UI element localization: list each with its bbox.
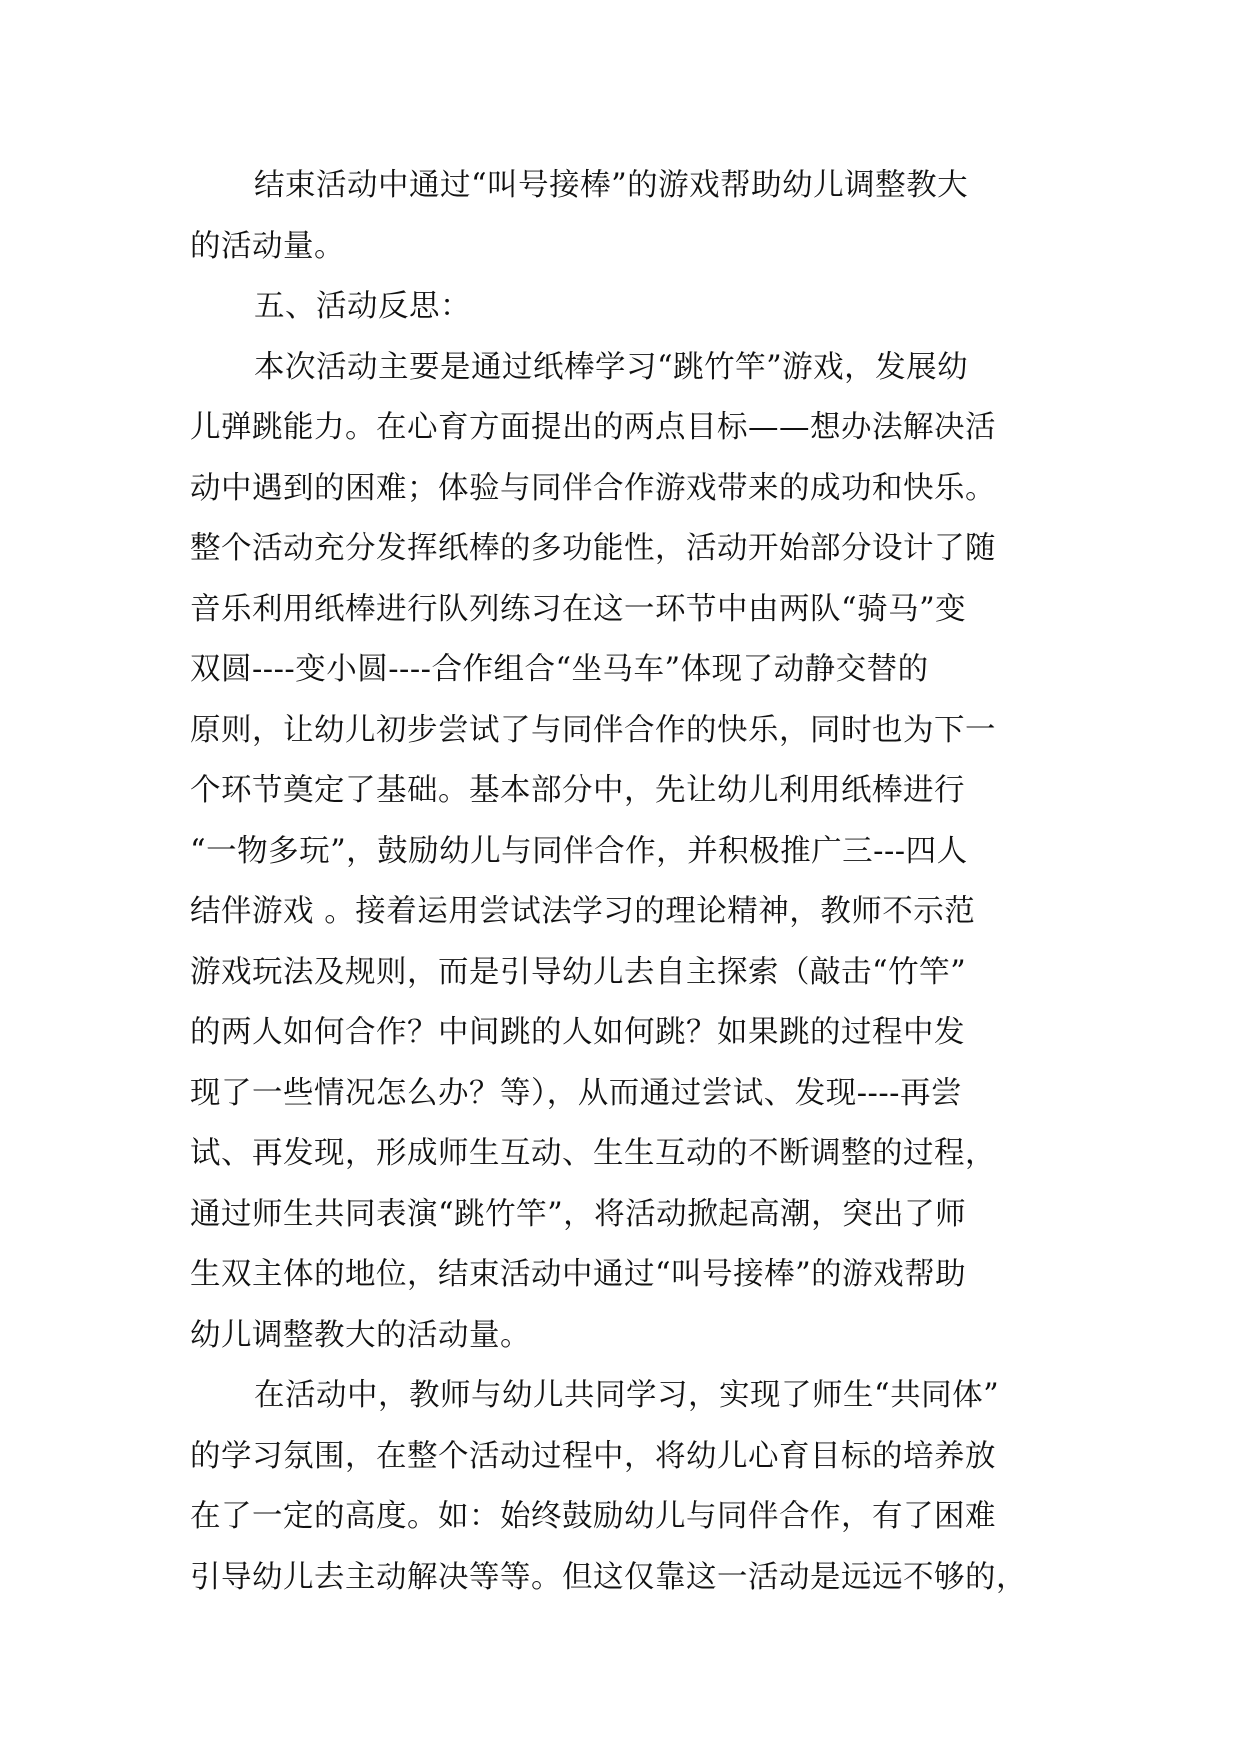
paragraph-3-line-1: 在活动中，教师与幼儿共同学习，实现了师生“共同体”: [254, 1378, 1000, 1413]
paragraph-2-line-11: 游戏玩法及规则，而是引导幼儿去自主探索（敲击“竹竿”: [190, 955, 967, 990]
paragraph-2-line-10: 结伴游戏 。接着运用尝试法学习的理论精神，教师不示范: [190, 894, 976, 929]
paragraph-2-line-15: 通过师生共同表演“跳竹竿”，将活动掀起高潮，突出了师: [190, 1197, 967, 1232]
paragraph-2-line-13: 现了一些情况怎么办？等），从而通过尝试、发现----再尝: [190, 1076, 962, 1111]
paragraph-2-line-3: 动中遇到的困难；体验与同伴合作游戏带来的成功和快乐。: [190, 471, 996, 506]
paragraph-2-line-4: 整个活动充分发挥纸棒的多功能性，活动开始部分设计了随: [190, 531, 996, 566]
paragraph-2-line-7: 原则，让幼儿初步尝试了与同伴合作的快乐，同时也为下一: [190, 713, 996, 748]
paragraph-2-line-12: 的两人如何合作？中间跳的人如何跳？如果跳的过程中发: [190, 1015, 965, 1050]
paragraph-2-line-14: 试、再发现，形成师生互动、生生互动的不断调整的过程，: [190, 1136, 996, 1171]
paragraph-3-line-2: 的学习氛围，在整个活动过程中，将幼儿心育目标的培养放: [190, 1439, 996, 1474]
paragraph-3-line-3: 在了一定的高度。如：始终鼓励幼儿与同伴合作，有了困难: [190, 1499, 996, 1534]
paragraph-2-line-8: 个环节奠定了基础。基本部分中，先让幼儿利用纸棒进行: [190, 773, 965, 808]
paragraph-2-line-9: “一物多玩”，鼓励幼儿与同伴合作，并积极推广三---四人: [190, 834, 968, 869]
paragraph-2-line-1: 本次活动主要是通过纸棒学习“跳竹竿”游戏，发展幼: [254, 350, 969, 385]
paragraph-3-line-4: 引导幼儿去主动解决等等。但这仅靠这一活动是远远不够的，: [190, 1560, 1027, 1595]
paragraph-1-line-2: 的活动量。: [190, 229, 345, 264]
paragraph-2-line-16: 生双主体的地位，结束活动中通过“叫号接棒”的游戏帮助: [190, 1257, 967, 1292]
section-heading-reflection: 五、活动反思：: [254, 289, 471, 324]
paragraph-2-line-6: 双圆----变小圆----合作组合“坐马车”体现了动静交替的: [190, 652, 929, 687]
paragraph-1-line-1: 结束活动中通过“叫号接棒”的游戏帮助幼儿调整教大: [254, 168, 969, 203]
paragraph-2-line-5: 音乐利用纸棒进行队列练习在这一环节中由两队“骑马”变: [190, 592, 967, 627]
paragraph-2-line-2: 儿弹跳能力。在心育方面提出的两点目标——想办法解决活: [190, 410, 996, 445]
paragraph-2-line-17: 幼儿调整教大的活动量。: [190, 1318, 531, 1353]
